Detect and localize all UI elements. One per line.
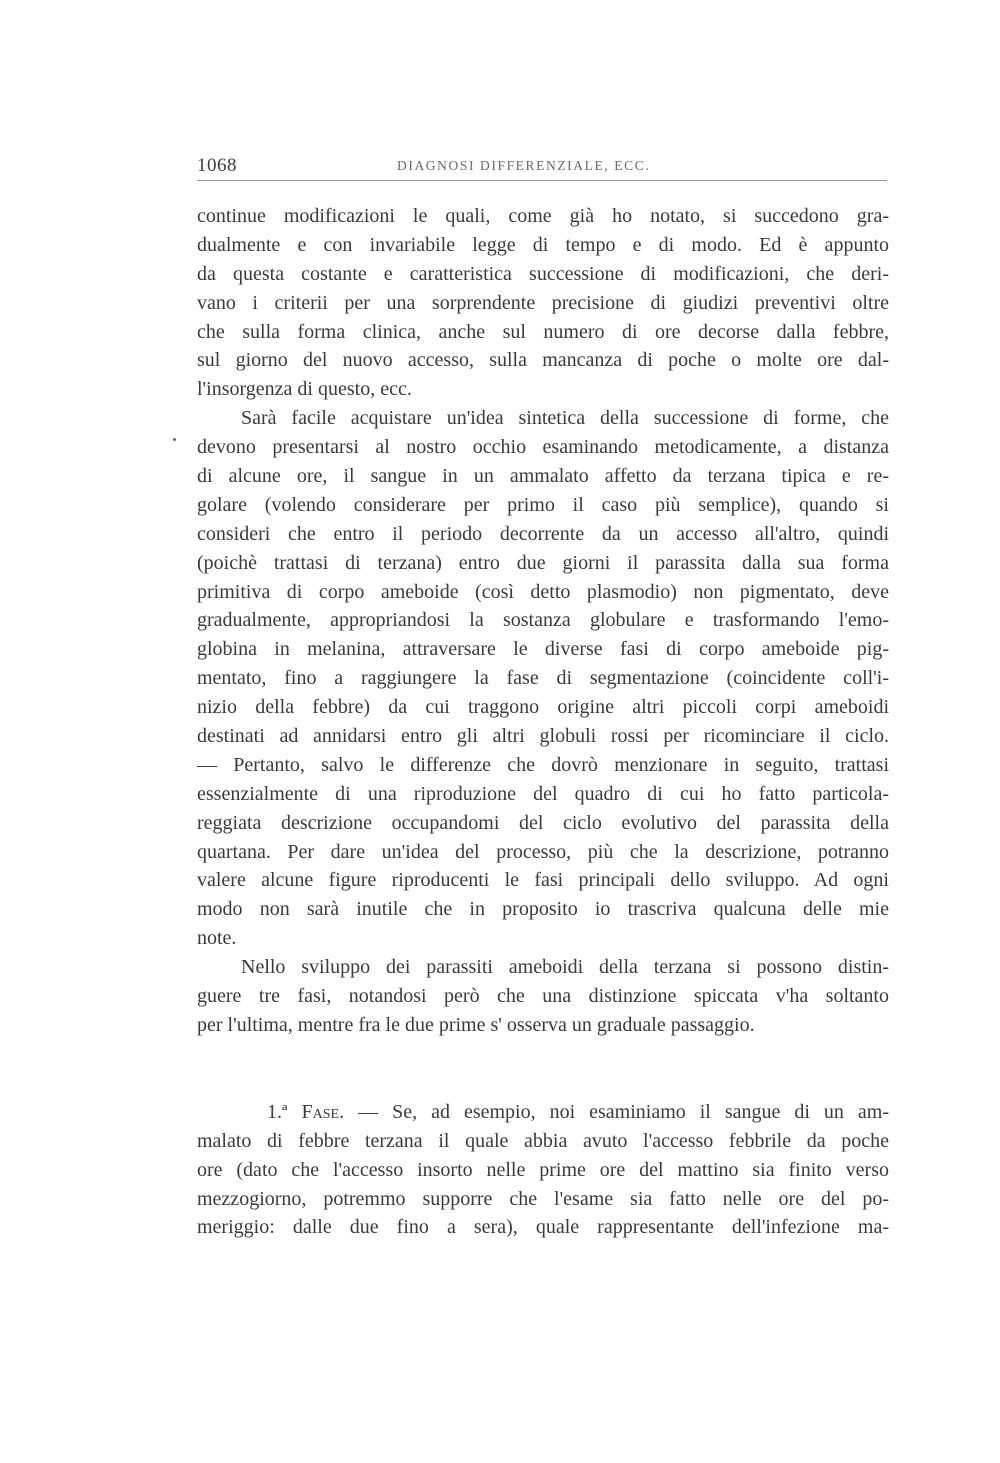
text-line: reggiata descrizione occupandomi del ciclo evolutivo del parassita della bbox=[197, 811, 889, 834]
text-line: per l'ultima, mentre fra le due prime s' osserva un graduale passaggio. bbox=[197, 1013, 755, 1036]
text-line: vano i criterii per una sorprendente precisione di giudizi preventivi oltre bbox=[197, 291, 889, 314]
text-line: quartana. Per dare un'idea del processo, più che la descrizione, potranno bbox=[197, 840, 889, 863]
text-line: modo non sarà inutile che in proposito io trascriva qualcuna delle mie bbox=[197, 898, 889, 921]
text-line: Nello sviluppo dei parassiti ameboidi della terzana si possono distin- bbox=[241, 956, 889, 979]
text-line: nizio della febbre) da cui traggono origine altri piccoli corpi ameboidi bbox=[197, 696, 889, 719]
paragraph-2 bbox=[197, 404, 889, 953]
text-line: sul giorno del nuovo accesso, sulla mancanza di poche o molte ore dal- bbox=[197, 349, 889, 372]
text-line: mentato, fino a raggiungere la fase di segmentazione (coincidente coll'i- bbox=[197, 667, 889, 690]
text-line: Sarà facile acquistare un'idea sintetica della successione di forme, che bbox=[241, 407, 889, 430]
text-line: valere alcune figure riproducenti le fasi principali dello sviluppo. Ad ogni bbox=[197, 869, 889, 892]
text-line: guere tre fasi, notandosi però che una distinzione spiccata v'ha soltanto bbox=[197, 985, 889, 1008]
text-line: l'insorgenza di questo, ecc. bbox=[197, 378, 412, 401]
text-line: continue modificazioni le quali, come già ho notato, si succedono gra- bbox=[197, 205, 889, 227]
text-line: gradualmente, appropriandosi la sostanza globulare e trasformando l'emo- bbox=[197, 609, 889, 632]
text-line: globina in melanina, attraversare le diverse fasi di corpo ameboide pig- bbox=[197, 638, 889, 661]
section-phase-1 bbox=[197, 1098, 889, 1242]
body-text bbox=[197, 202, 889, 1242]
text-line: malato di febbre terzana il quale abbia avuto l'accesso febbrile da poche bbox=[197, 1129, 889, 1152]
section-spacing bbox=[197, 1040, 889, 1098]
text-line: primitiva di corpo ameboide (così detto plasmodio) non pigmentato, deve bbox=[197, 580, 889, 603]
header-rule bbox=[197, 180, 887, 181]
text-line: destinati ad annidarsi entro gli altri globuli rossi per ricominciare il ciclo. bbox=[197, 725, 889, 748]
paragraph-3 bbox=[197, 953, 889, 1040]
running-title: DIAGNOSI DIFFERENZIALE, ECC. bbox=[397, 158, 651, 173]
running-head bbox=[197, 155, 887, 179]
section-heading: 1.ª Fase. bbox=[267, 1100, 345, 1123]
text-line: note. bbox=[197, 927, 237, 950]
text-line: che sulla forma clinica, anche sul numero di ore decorse dalla febbre, bbox=[197, 320, 889, 343]
text-line: mezzogiorno, potremmo supporre che l'esame sia fatto nelle ore del po- bbox=[197, 1187, 889, 1210]
text-line: dualmente e con invariabile legge di tempo e di modo. Ed è appunto bbox=[197, 233, 889, 256]
paragraph-1 bbox=[197, 202, 889, 404]
text-line: devono presentarsi al nostro occhio esaminando metodicamente, a distanza bbox=[197, 436, 889, 459]
text-line bbox=[197, 1098, 889, 1127]
text-line: ore (dato che l'accesso insorto nelle prime ore del mattino sia finito verso bbox=[197, 1158, 889, 1181]
text-line: golare (volendo considerare per primo il caso più semplice), quando si bbox=[197, 493, 889, 516]
margin-mark bbox=[173, 438, 176, 441]
section-first-line-text: — Se, ad esempio, noi esaminiamo il sangue di un am- bbox=[358, 1100, 889, 1123]
text-line: — Pertanto, salvo le differenze che dovrò menzionare in seguito, trattasi bbox=[197, 753, 889, 776]
page-number: 1068 bbox=[197, 155, 237, 176]
text-line: da questa costante e caratteristica successione di modificazioni, che deri- bbox=[197, 262, 889, 285]
text-line: meriggio: dalle due fino a sera), quale rappresentante dell'infezione ma- bbox=[197, 1216, 889, 1239]
text-line: di alcune ore, il sangue in un ammalato affetto da terzana tipica e re- bbox=[197, 465, 889, 488]
text-line: (poichè trattasi di terzana) entro due giorni il parassita dalla sua forma bbox=[197, 551, 889, 574]
text-line: essenzialmente di una riproduzione del quadro di cui ho fatto particola- bbox=[197, 782, 889, 805]
text-line: consideri che entro il periodo decorrente da un accesso all'altro, quindi bbox=[197, 522, 889, 545]
